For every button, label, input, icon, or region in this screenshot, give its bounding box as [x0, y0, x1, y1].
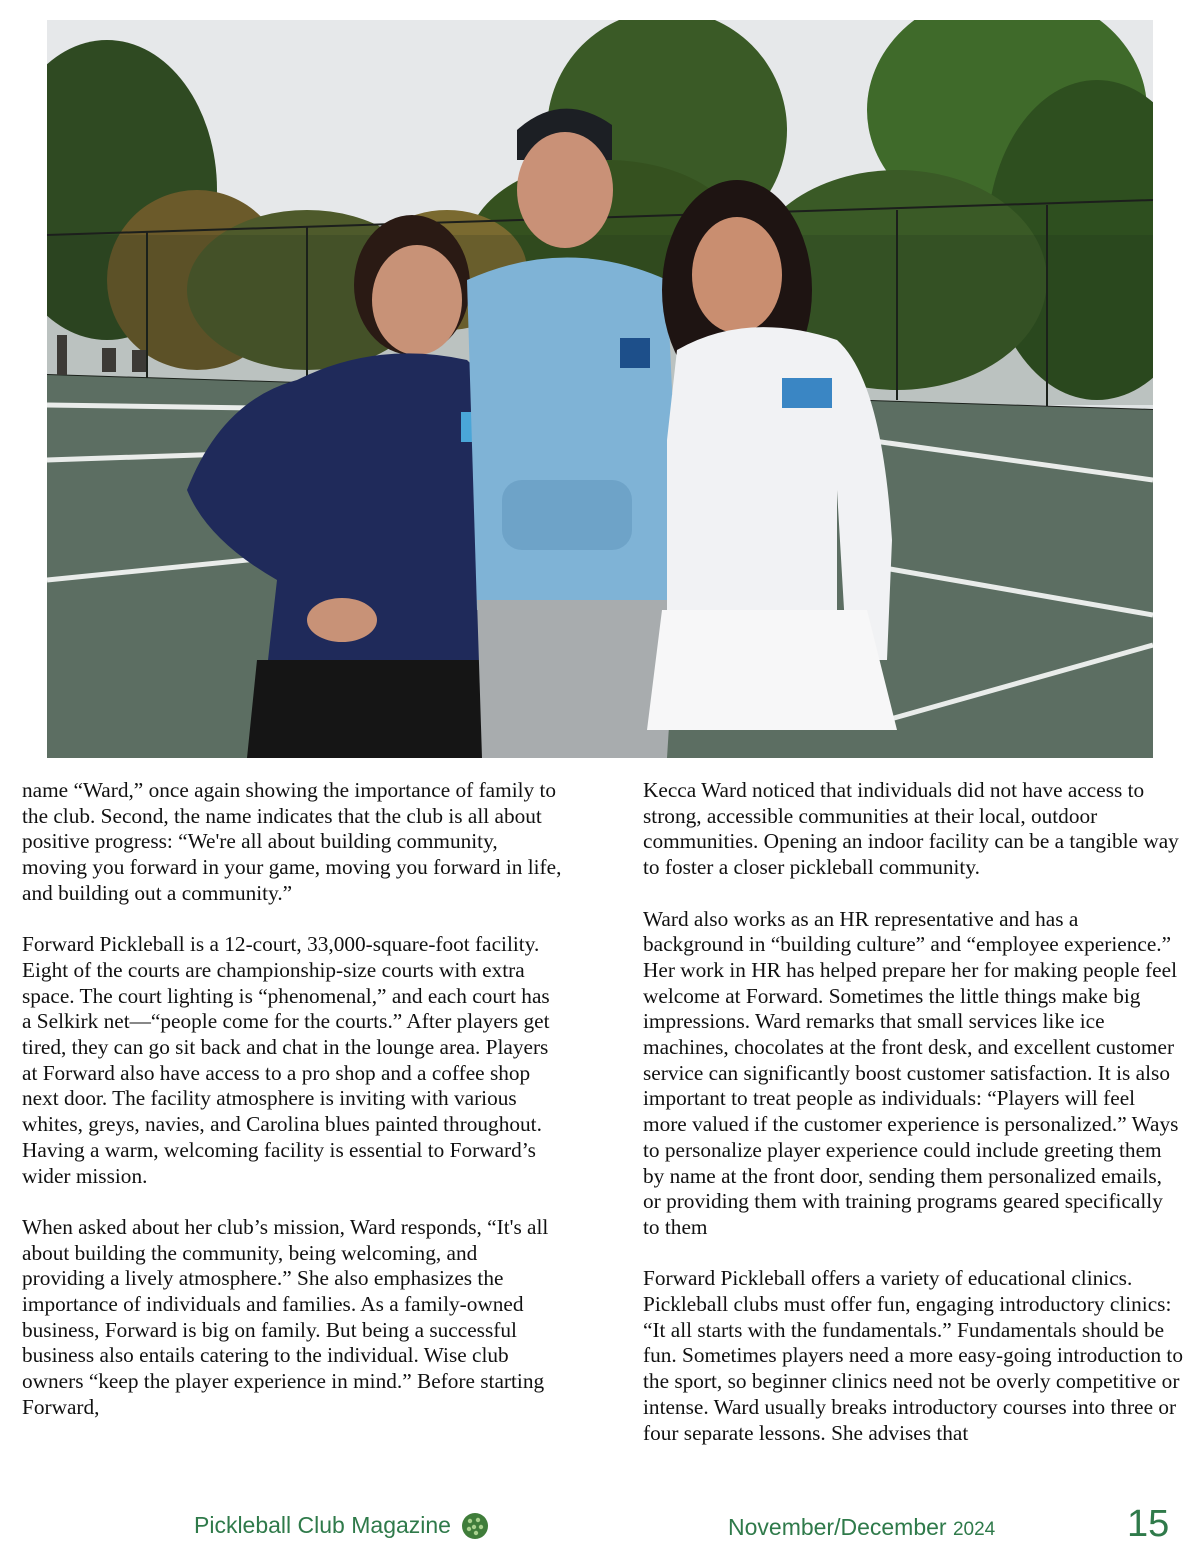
issue-months: November/December	[728, 1514, 947, 1540]
column-right	[643, 778, 1183, 1446]
issue-year: 2024	[952, 1519, 996, 1540]
issue-date	[728, 1512, 995, 1545]
page-number: 15	[1127, 1503, 1170, 1545]
paragraph: name “Ward,” once again showing the importance of family to the club. Second, the name indicates that the club is all about positive progress: “We're all about building community, moving you forward in your game, moving you forward in life, and building out a community.”	[22, 778, 562, 905]
column-left	[22, 778, 562, 1421]
paragraph: Ward also works as an HR representative and has a background in “building culture” and “employee experience.” Her work in HR has helped prepare her for making people feel welcome at Forward. Sometimes the little things make big impressions. Ward remarks that small services like ice machines, chocolates at the front desk, and excellent customer service can significantly boost customer satisfaction. It is also important to treat people as individuals: “Players will feel more valued if the customer experience is personalized.” Ways to personalize player experience could include greeting them by name at the front door, sending them personalized emails, or providing them with training programs geared specifically to them	[643, 906, 1179, 1239]
paragraph: Forward Pickleball offers a variety of educational clinics. Pickleball clubs must offer fun, engaging introductory clinics: “It all starts with the fundamentals.” Fundamentals should be fun. Sometimes players need a more easy-going introduction to the sport, so beginner clinics need not be overly competitive or intense. Ward usually breaks introductory courses into three or four separate lessons. She advises that	[643, 1266, 1183, 1445]
photo-three-players-on-court	[47, 20, 1153, 758]
page-footer	[0, 1503, 1200, 1553]
pickleball-icon	[461, 1512, 489, 1540]
paragraph: Kecca Ward noticed that individuals did not have access to strong, accessible communities at their local, outdoor communities. Opening an indoor facility can be a tangible way to foster a closer pickleball community.	[643, 778, 1179, 880]
paragraph: When asked about her club’s mission, Ward responds, “It's all about building the community, being welcoming, and providing a lively atmosphere.” She also emphasizes the importance of individuals and families. As a family-owned business, Forward is big on family. But being a successful business also entails catering to the individual. Wise club owners “keep the player experience in mind.” Before starting Forward,	[22, 1214, 549, 1419]
feature-photo	[47, 20, 1153, 758]
paragraph: Forward Pickleball is a 12-court, 33,000-square-foot facility. Eight of the courts are championship-size courts with extra space. The court lighting is “phenomenal,” and each court has a Selkirk net—“people come for the courts.” After players get tired, they can go sit back and chat in the lounge area. Players at Forward also have access to a pro shop and a coffee shop next door. The facility atmosphere is inviting with various whites, greys, navies, and Carolina blues painted throughout. Having a warm, welcoming facility is essential to Forward’s wider mission.	[22, 932, 550, 1188]
magazine-name: Pickleball Club Magazine	[194, 1512, 451, 1538]
